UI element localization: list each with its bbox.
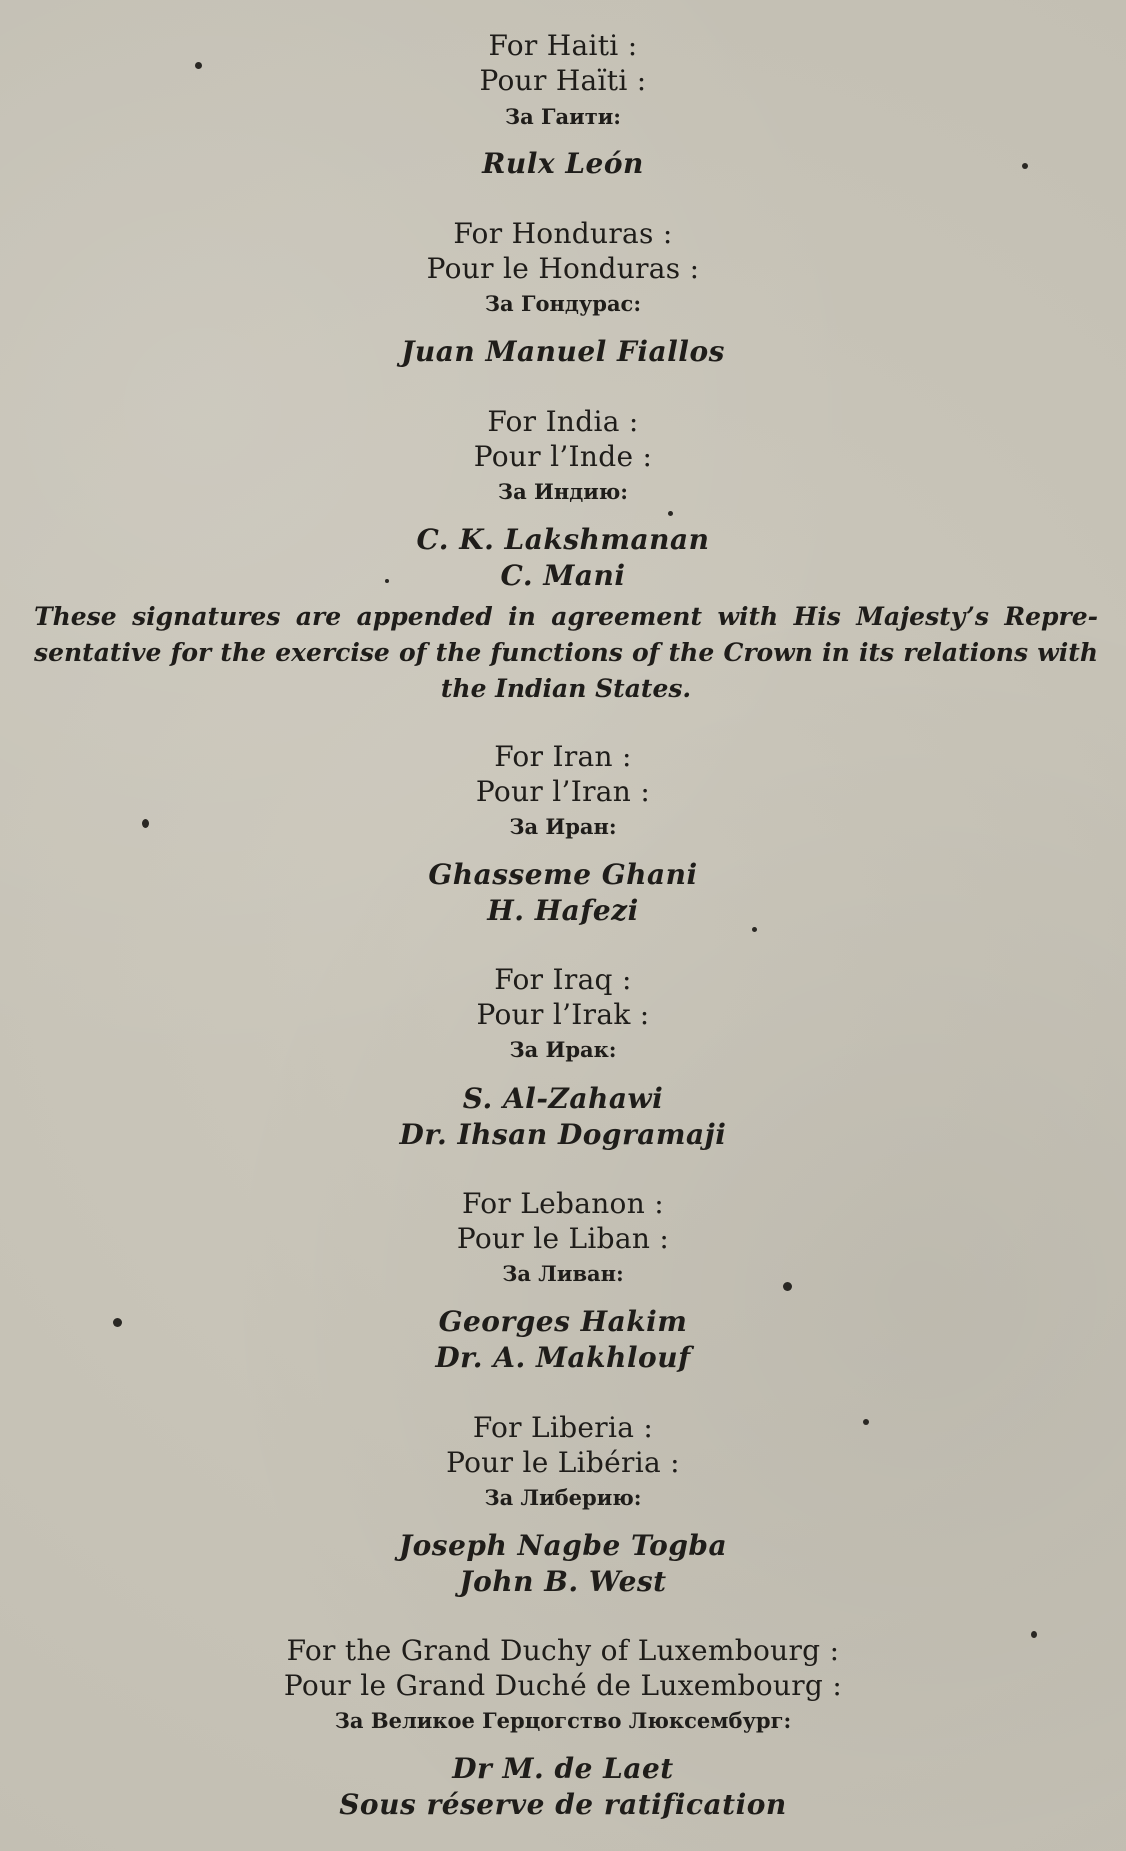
country-heading-en-iran: For Iran : xyxy=(494,740,632,773)
country-heading-en-haiti: For Haiti : xyxy=(488,29,638,62)
country-heading-en-iraq: For Iraq : xyxy=(494,963,632,996)
signature-iran-1: Ghasseme Ghani xyxy=(428,858,698,891)
country-heading-fr-lebanon: Pour le Liban : xyxy=(456,1222,670,1255)
country-heading-ru-iran: За Иран: xyxy=(509,814,617,839)
paper-speck xyxy=(385,579,389,583)
country-heading-fr-liberia: Pour le Libéria : xyxy=(446,1446,680,1479)
country-heading-ru-liberia: За Либерию: xyxy=(484,1485,642,1510)
country-heading-en-lebanon: For Lebanon : xyxy=(462,1187,664,1220)
country-heading-en-india: For India : xyxy=(487,405,639,438)
paper-speck xyxy=(668,511,673,516)
paper-speck xyxy=(1031,1631,1037,1638)
signature-iraq-2: Dr. Ihsan Dogramaji xyxy=(399,1118,727,1151)
country-heading-ru-honduras: За Гондурас: xyxy=(484,291,642,316)
country-heading-fr-haiti: Pour Haïti : xyxy=(479,64,647,97)
paper-speck xyxy=(863,1419,869,1425)
paper-speck xyxy=(142,819,149,828)
paper-speck xyxy=(195,62,202,69)
country-heading-fr-iran: Pour l’Iran : xyxy=(475,775,651,808)
signature-india-1: C. K. Lakshmanan xyxy=(416,523,710,556)
country-heading-en-liberia: For Liberia : xyxy=(472,1411,654,1444)
signature-luxembourg-1: Dr M. de Laet xyxy=(452,1752,674,1785)
signature-honduras-1: Juan Manuel Fiallos xyxy=(401,335,725,368)
paper-speck xyxy=(1022,163,1028,169)
signature-iran-2: H. Hafezi xyxy=(487,894,639,927)
india-signature-note: These signatures are appended in agreement with His Majesty’s Repre-sentative for the exercise of the functions of the Crown in its relations with the Indian States. xyxy=(34,602,1098,703)
signature-luxembourg-2: Sous réserve de ratification xyxy=(339,1788,787,1821)
country-heading-en-luxembourg: For the Grand Duchy of Luxembourg : xyxy=(286,1634,840,1667)
signature-haiti-1: Rulx León xyxy=(482,147,644,180)
signature-iraq-1: S. Al-Zahawi xyxy=(462,1082,664,1115)
country-heading-ru-iraq: За Ирак: xyxy=(509,1037,617,1062)
country-heading-ru-lebanon: За Ливан: xyxy=(502,1261,624,1286)
signature-liberia-2: John B. West xyxy=(459,1565,667,1598)
signature-india-2: C. Mani xyxy=(500,559,626,592)
signature-lebanon-1: Georges Hakim xyxy=(438,1305,688,1338)
country-heading-ru-haiti: За Гаити: xyxy=(504,104,622,129)
country-heading-fr-iraq: Pour l’Irak : xyxy=(476,998,650,1031)
country-heading-ru-india: За Индию: xyxy=(497,479,629,504)
paper-speck xyxy=(783,1282,792,1291)
paper-speck xyxy=(113,1318,122,1327)
signature-lebanon-2: Dr. A. Makhlouf xyxy=(435,1341,691,1374)
country-heading-fr-luxembourg: Pour le Grand Duché de Luxembourg : xyxy=(283,1669,843,1702)
signature-liberia-1: Joseph Nagbe Togba xyxy=(398,1529,728,1562)
country-heading-fr-honduras: Pour le Honduras : xyxy=(426,252,700,285)
paper-speck xyxy=(752,927,757,932)
country-heading-en-honduras: For Honduras : xyxy=(453,217,673,250)
country-heading-fr-india: Pour l’Inde : xyxy=(473,440,653,473)
country-heading-ru-luxembourg: За Великое Герцогство Люксембург: xyxy=(334,1708,792,1733)
